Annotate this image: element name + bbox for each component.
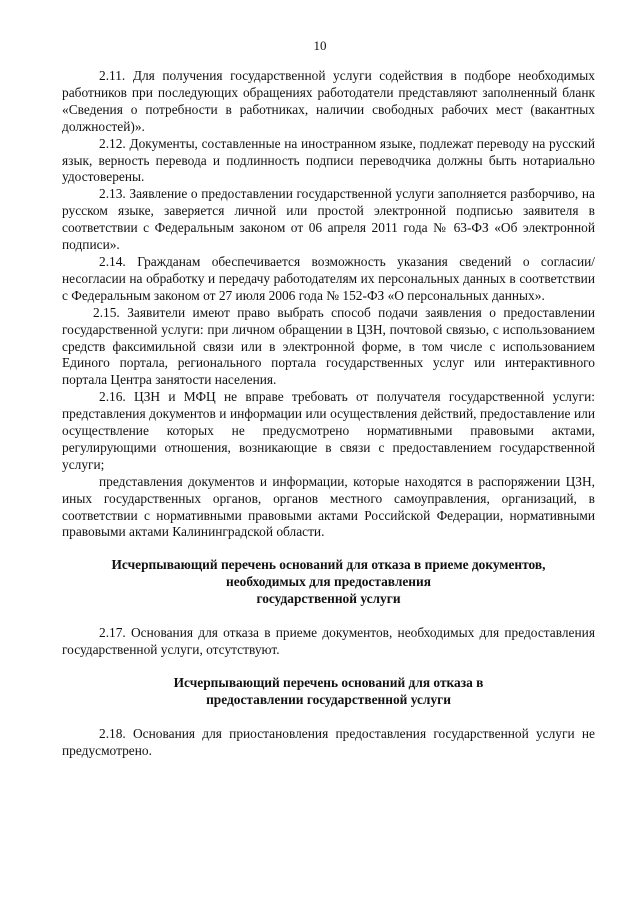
paragraph-2-11: 2.11. Для получения государственной услуги содействия в подборе необходимых работников при последующих обращениях работодатели представляют заполненный бланк «Сведения о потребности в работниках, наличии свободных рабочих мест (вакантных должностей)». <box>62 68 595 134</box>
section-gap <box>62 709 595 726</box>
paragraph-2-16-continued: представления документов и информации, которые находятся в распоряжении ЦЗН, иных государственных органов, органов местного самоуправления, организаций, в соответствии с нормативными правовыми актами Российской Федерации, нормативными правовыми актами Калининградской области. <box>62 473 595 540</box>
paragraph-2-13: 2.13. Заявление о предоставлении государственной услуги заполняется разборчиво, на русском языке, заверяется личной или простой электронной подписью заявителя в соответствии с Федеральным законом от 06 апреля 2011 года № 63-ФЗ «Об электронной подписи». <box>62 186 595 253</box>
heading-line: предоставлении государственной услуги <box>206 691 451 707</box>
paragraph-2-15: 2.15. Заявители имеют право выбрать способ подачи заявления о предоставлении государственной услуги: при личном обращении в ЦЗН, почтовой связью, с использованием средств факсимильной связи или в электронной форме, в том числе с использованием Единого портала, регионального портала государственных услуг или интерактивного портала Центра занятости населения. <box>62 304 595 388</box>
paragraph-2-14: 2.14. Гражданам обеспечивается возможность указания сведений о согласии/несогласии на обработку и передачу работодателям их персональных данных в соответствии с Федеральным законом от 27 июля 2006 года № 152-ФЗ «О персональных данных». <box>62 253 595 303</box>
paragraph-2-12: 2.12. Документы, составленные на иностранном языке, подлежат переводу на русский язык, верность перевода и подлинность подписи переводчика должны быть нотариально удостоверены. <box>62 135 595 185</box>
document-body <box>62 68 595 760</box>
heading-line: государственной услуги <box>256 591 401 607</box>
section-gap <box>62 659 595 675</box>
section-gap <box>62 541 595 557</box>
heading-line: Исчерпывающий перечень оснований для отказа в приеме документов, <box>111 557 546 573</box>
paragraph-2-17: 2.17. Основания для отказа в приеме документов, необходимых для предоставления государственной услуги, отсутствуют. <box>62 625 595 657</box>
section-heading-refusal-documents <box>62 557 595 608</box>
section-heading-refusal-service <box>62 675 595 709</box>
page-number: 10 <box>313 38 327 53</box>
section-gap <box>62 608 595 625</box>
paragraph-2-18: 2.18. Основания для приостановления предоставления государственной услуги не предусмотрено. <box>62 725 595 758</box>
heading-line: необходимых для предоставления <box>226 574 431 590</box>
heading-line: Исчерпывающий перечень оснований для отказа в <box>173 674 484 690</box>
paragraph-2-16: 2.16. ЦЗН и МФЦ не вправе требовать от получателя государственной услуги: представления документов и информации или осуществления действий, предоставление или осуществление которых не предусмотрено нормативными правовыми актами, регулирующими отношения, возникающие в связи с предоставлением государственной услуги; <box>62 389 595 472</box>
